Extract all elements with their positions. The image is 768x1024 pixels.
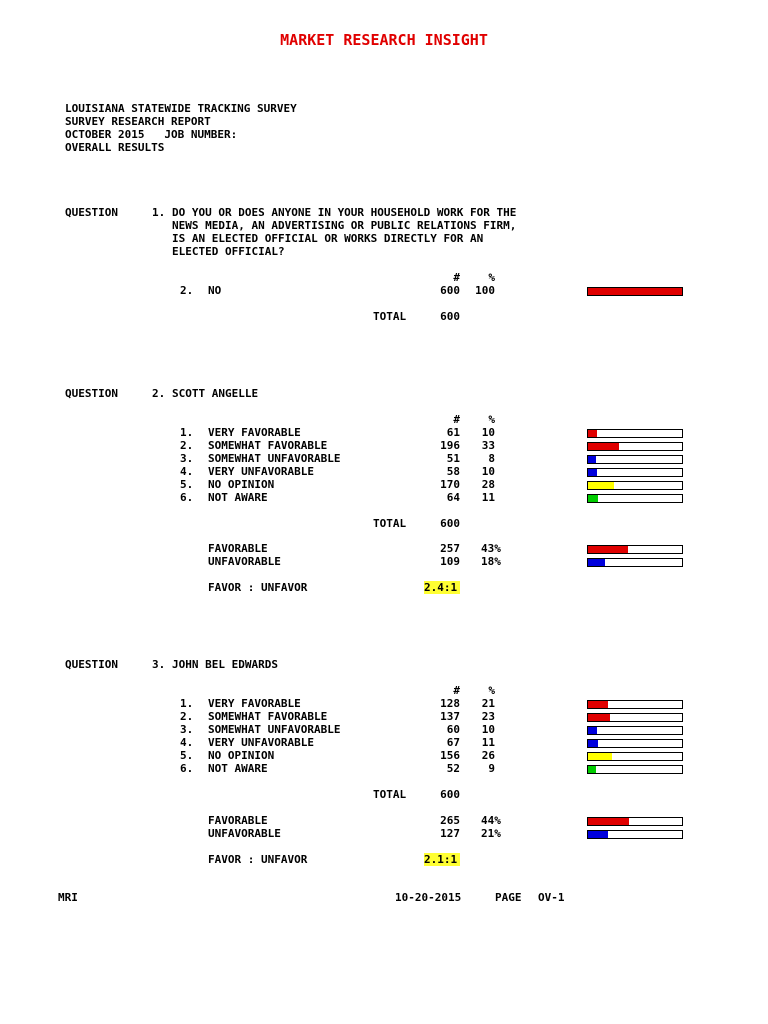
total-value: 600 [440,788,460,801]
question-text: DO YOU OR DOES ANYONE IN YOUR HOUSEHOLD WORK FOR THE [172,206,517,219]
summary-percent: 21% [481,827,501,840]
total-value: 600 [440,517,460,530]
row-percent: 28 [481,478,495,491]
footer-org: MRI [58,891,78,904]
percent-bar [587,494,683,503]
row-count: 60 [446,723,460,736]
row-percent: 26 [481,749,495,762]
summary-count: 257 [440,542,460,555]
percent-bar-fill [588,495,598,502]
row-percent: 10 [481,465,495,478]
ratio-label: FAVOR : UNFAVOR [208,853,308,866]
percent-bar-fill [588,482,614,489]
col-header-count: # [453,413,460,426]
header-line: OCTOBER 2015 JOB NUMBER: [65,128,238,141]
footer-page-label: PAGE [495,891,522,904]
ratio-value: 2.4:1 [424,581,460,594]
row-label: NOT AWARE [208,491,268,504]
question-title: JOHN BEL EDWARDS [172,658,278,671]
summary-count: 127 [440,827,460,840]
percent-bar-fill [588,559,605,566]
row-count: 156 [440,749,460,762]
percent-bar [587,726,683,735]
row-label: NOT AWARE [208,762,268,775]
row-code: 4. [180,465,194,478]
row-code: 5. [180,749,194,762]
col-header-count: # [453,684,460,697]
percent-bar-fill [588,753,612,760]
percent-bar-fill [588,818,629,825]
percent-bar-fill [588,443,619,450]
percent-bar [587,830,683,839]
question-number: 2. [152,387,166,400]
col-header-percent: % [488,684,495,697]
question-label: QUESTION [65,206,118,219]
question-text: IS AN ELECTED OFFICIAL OR WORKS DIRECTLY FOR AN [172,232,484,245]
row-label: NO [208,284,222,297]
row-count: 61 [446,426,460,439]
row-label: VERY UNFAVORABLE [208,736,314,749]
row-code: 3. [180,723,194,736]
row-code: 5. [180,478,194,491]
row-percent: 10 [481,426,495,439]
row-count: 128 [440,697,460,710]
footer-page: OV-1 [538,891,565,904]
summary-label: FAVORABLE [208,814,268,827]
percent-bar-fill [588,456,596,463]
row-code: 1. [180,697,194,710]
row-label: SOMEWHAT FAVORABLE [208,710,328,723]
percent-bar [587,287,683,296]
row-percent: 23 [481,710,495,723]
row-code: 6. [180,491,194,504]
percent-bar [587,558,683,567]
percent-bar-fill [588,701,608,708]
col-header-percent: % [488,413,495,426]
row-percent: 100 [475,284,495,297]
percent-bar [587,700,683,709]
percent-bar-fill [588,740,598,747]
row-percent: 8 [488,452,495,465]
row-code: 4. [180,736,194,749]
row-percent: 21 [481,697,495,710]
total-value: 600 [440,310,460,323]
row-count: 58 [446,465,460,478]
row-code: 2. [180,439,194,452]
percent-bar [587,739,683,748]
question-label: QUESTION [65,658,118,671]
total-label: TOTAL [373,517,407,530]
footer-date: 10-20-2015 [395,891,462,904]
percent-bar-fill [588,714,610,721]
percent-bar [587,752,683,761]
row-label: NO OPINION [208,749,275,762]
percent-bar [587,442,683,451]
header-line: SURVEY RESEARCH REPORT [65,115,211,128]
summary-percent: 18% [481,555,501,568]
row-label: SOMEWHAT UNFAVORABLE [208,723,341,736]
percent-bar-fill [588,469,597,476]
row-percent: 33 [481,439,495,452]
question-number: 3. [152,658,166,671]
col-header-percent: % [488,271,495,284]
summary-percent: 44% [481,814,501,827]
row-percent: 10 [481,723,495,736]
percent-bar [587,429,683,438]
row-count: 137 [440,710,460,723]
ratio-value: 2.1:1 [424,853,460,866]
row-label: VERY FAVORABLE [208,426,301,439]
percent-bar-fill [588,727,597,734]
report-title: MARKET RESEARCH INSIGHT [280,31,488,49]
row-percent: 9 [488,762,495,775]
row-code: 2. [180,284,194,297]
row-percent: 11 [481,736,495,749]
row-code: 1. [180,426,194,439]
percent-bar [587,481,683,490]
row-label: SOMEWHAT UNFAVORABLE [208,452,341,465]
row-count: 196 [440,439,460,452]
summary-count: 109 [440,555,460,568]
summary-count: 265 [440,814,460,827]
question-text: ELECTED OFFICIAL? [172,245,285,258]
col-header-count: # [453,271,460,284]
row-percent: 11 [481,491,495,504]
question-title: SCOTT ANGELLE [172,387,259,400]
summary-label: UNFAVORABLE [208,555,281,568]
header-line: LOUISIANA STATEWIDE TRACKING SURVEY [65,102,297,115]
header-line: OVERALL RESULTS [65,141,165,154]
row-code: 6. [180,762,194,775]
percent-bar [587,468,683,477]
summary-label: UNFAVORABLE [208,827,281,840]
ratio-label: FAVOR : UNFAVOR [208,581,308,594]
percent-bar-fill [588,831,608,838]
row-count: 600 [440,284,460,297]
row-label: SOMEWHAT FAVORABLE [208,439,328,452]
question-number: 1. [152,206,166,219]
row-count: 67 [446,736,460,749]
percent-bar [587,817,683,826]
summary-label: FAVORABLE [208,542,268,555]
row-label: NO OPINION [208,478,275,491]
total-label: TOTAL [373,788,407,801]
percent-bar [587,713,683,722]
question-label: QUESTION [65,387,118,400]
row-code: 3. [180,452,194,465]
row-label: VERY UNFAVORABLE [208,465,314,478]
row-label: VERY FAVORABLE [208,697,301,710]
total-label: TOTAL [373,310,407,323]
row-count: 64 [446,491,460,504]
percent-bar-fill [588,430,597,437]
percent-bar-fill [588,288,682,295]
row-count: 51 [446,452,460,465]
percent-bar [587,545,683,554]
row-code: 2. [180,710,194,723]
question-text: NEWS MEDIA, AN ADVERTISING OR PUBLIC RELATIONS FIRM, [172,219,517,232]
summary-percent: 43% [481,542,501,555]
percent-bar [587,455,683,464]
percent-bar [587,765,683,774]
row-count: 52 [446,762,460,775]
row-count: 170 [440,478,460,491]
percent-bar-fill [588,766,596,773]
percent-bar-fill [588,546,628,553]
